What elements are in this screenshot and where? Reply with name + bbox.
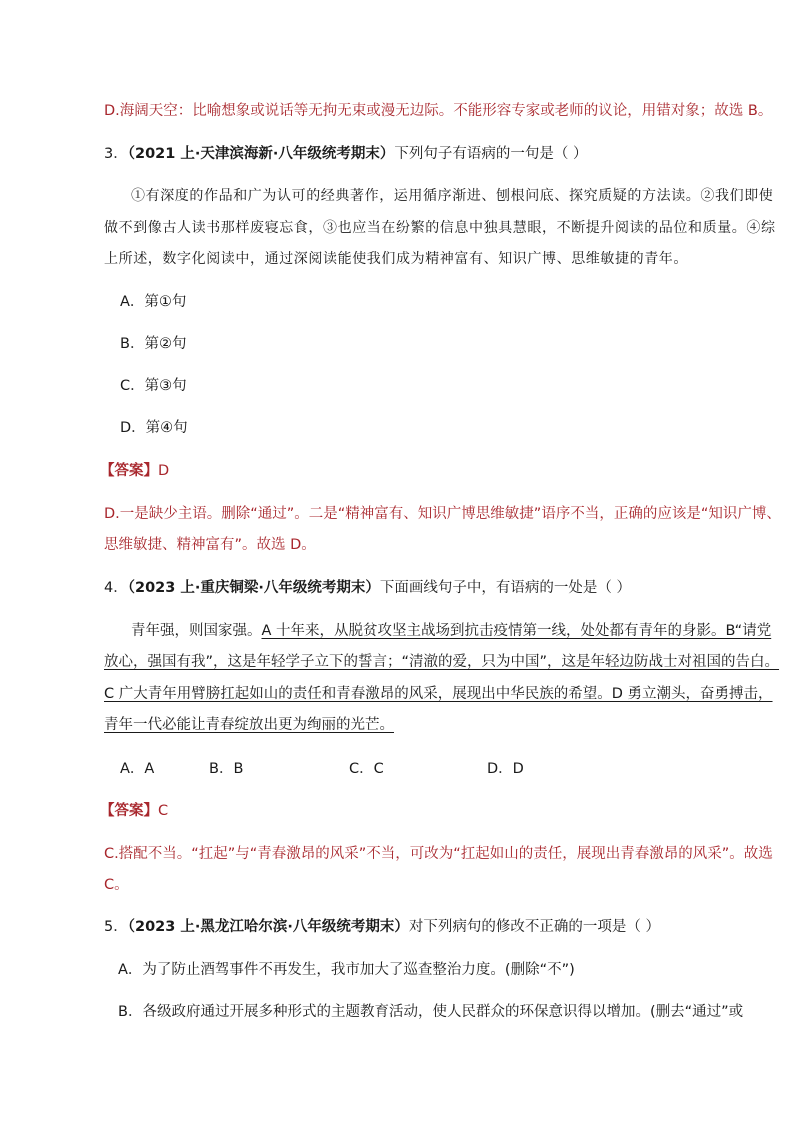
question-5-header <box>104 917 660 937</box>
question-source: （2023 上·黑龙江哈尔滨·八年级统考期末） <box>127 919 409 935</box>
q3-option-a[interactable]: A．第①句 <box>120 294 187 310</box>
q4-answer <box>100 801 168 821</box>
question-stem: 下列句子有语病的一句是（ ） <box>394 146 588 162</box>
q3-passage-line-2: 做不到像古人读书那样废寝忘食，③也应当在纷繁的信息中独具慧眼，不断提升阅读的品位和质量。④综 <box>104 220 776 236</box>
answer-value: C <box>158 803 169 819</box>
q3-passage-line-1: ①有深度的作品和广为认可的经典著作，运用循序渐进、刨根问底、探究质疑的方法读。②我们即使 <box>131 188 774 204</box>
q4-option-a[interactable]: A．A <box>120 761 155 777</box>
q3-explanation-line-2: 思维敏捷、精神富有”。故选 D。 <box>104 537 316 553</box>
q3-option-c[interactable]: C．第③句 <box>120 378 187 394</box>
q5-option-a[interactable]: A．为了防止酒驾事件不再发生，我市加大了巡查整治力度。(删除“不”) <box>118 962 575 978</box>
q4-explanation-line-2: C。 <box>104 877 129 893</box>
q4-passage-line-4: 青年一代必能让青春绽放出更为绚丽的光芒。 <box>104 717 394 733</box>
q3-passage-line-3: 上所述，数字化阅读中，通过深阅读能使我们成为精神富有、知识广博、思维敏捷的青年。 <box>104 251 688 267</box>
passage-intro: 青年强，则国家强。 <box>131 623 262 639</box>
q3-explanation-line-1: D.一是缺少主语。删除“通过”。二是“精神富有、知识广博思维敏捷”语序不当，正确的应该是“知识广博、 <box>104 506 781 522</box>
answer-value: D <box>158 463 170 479</box>
question-stem: 对下列病句的修改不正确的一项是（ ） <box>408 919 661 935</box>
q5-option-b[interactable]: B．各级政府通过开展多种形式的主题教育活动，使人民群众的环保意识得以增加。(删去“通过”或 <box>118 1004 744 1020</box>
question-3-header <box>104 144 588 164</box>
q4-explanation-line-1: C.搭配不当。“扛起”与“青春激昂的风采”不当，可改为“扛起如山的责任，展现出青春激昂的风采”。故选 <box>104 846 773 862</box>
answer-tag: 【答案】 <box>100 463 158 479</box>
question-number: 4． <box>104 580 128 596</box>
question-4-header <box>104 578 631 598</box>
question-number: 5． <box>104 919 128 935</box>
q4-passage-line-2: 放心，强国有我”，这是年轻学子立下的誓言；“清澈的爱，只为中国”，这是年轻边防战士对祖国的告白。 <box>104 654 780 670</box>
q3-answer <box>100 461 169 481</box>
q4-option-b[interactable]: B．B <box>209 761 244 777</box>
question-source: （2021 上·天津滨海新·八年级统考期末） <box>127 146 395 162</box>
answer-tag: 【答案】 <box>100 803 158 819</box>
q4-passage-line-3: C 广大青年用臂膀扛起如山的责任和青春激昂的风采，展现出中华民族的希望。D 勇立潮头，奋勇搏击， <box>104 686 773 702</box>
q3-option-d[interactable]: D．第④句 <box>120 420 188 436</box>
question-source: （2023 上·重庆铜梁·八年级统考期末） <box>127 580 380 596</box>
question-number: 3． <box>104 146 128 162</box>
prev-explanation: D.海阔天空：比喻想象或说话等无拘无束或漫无边际。不能形容专家或老师的议论，用错对象；故选 B。 <box>104 103 773 119</box>
q4-option-d[interactable]: D．D <box>487 761 524 777</box>
q3-option-b[interactable]: B．第②句 <box>120 336 187 352</box>
underlined-sentence-a: A 十年来，从脱贫攻坚主战场到抗击疫情第一线，处处都有青年的身影。B“请党 <box>261 623 772 639</box>
q4-option-c[interactable]: C．C <box>349 761 384 777</box>
q4-passage-line-1 <box>131 621 771 641</box>
question-stem: 下面画线句子中，有语病的一处是（ ） <box>379 580 632 596</box>
